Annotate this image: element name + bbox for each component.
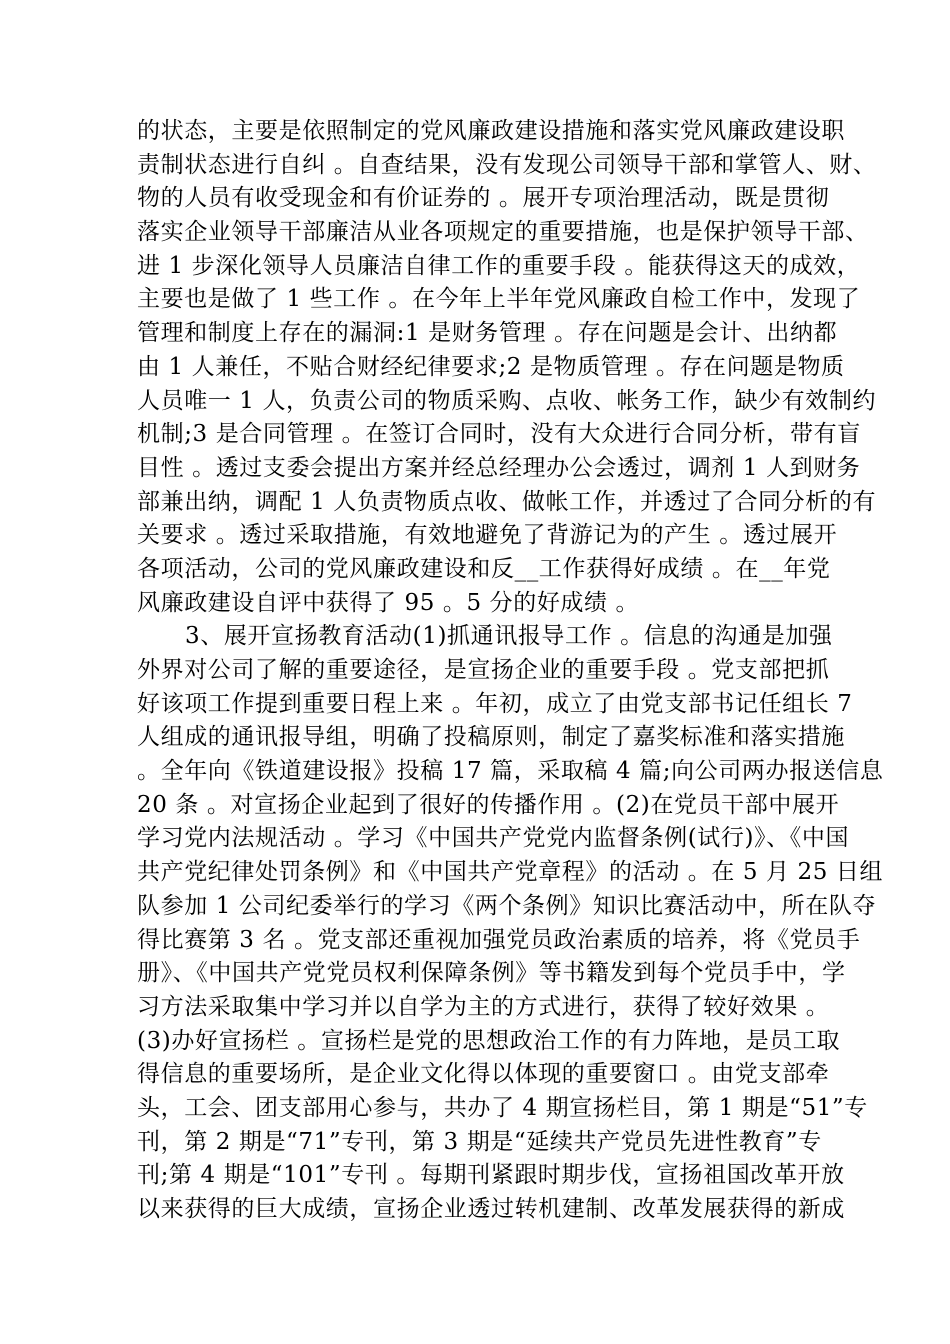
text-line: 人组成的通讯报导组，明确了投稿原则，制定了嘉奖标准和落实措施: [137, 724, 845, 751]
text-line: 得信息的重要场所，是企业文化得以体现的重要窗口 。由党支部牵: [137, 1061, 830, 1088]
text-line: 习方法采取集中学习并以自学为主的方式进行，获得了较好效果 。: [137, 993, 830, 1020]
body-text: [137, 115, 884, 1227]
text-line: 。全年向《铁道建设报》投稿 17 篇，采取稿 4 篇;向公司两办报送信息: [137, 758, 884, 785]
text-line: 关要求 。透过采取措施，有效地避免了背游记为的产生 。透过展开: [137, 522, 838, 549]
text-line: 人员唯一 1 人，负责公司的物质采购、点收、帐务工作，缺少有效制约: [137, 387, 877, 414]
text-line: 目性 。透过支委会提出方案并经总经理办公会透过，调剂 1 人到财务: [137, 454, 861, 481]
text-line: 外界对公司了解的重要途径，是宣扬企业的重要手段 。党支部把抓: [137, 657, 830, 683]
text-line: 进 1 步深化领导人员廉洁自律工作的重要手段 。能获得这天的成效，: [137, 252, 861, 279]
text-line: 学习党内法规活动 。学习《中国共产党党内监督条例(试行)》、《中国: [137, 825, 850, 852]
text-line: 头，工会、团支部用心参与，共办了 4 期宣扬栏目，第 1 期是“51”专: [137, 1094, 868, 1121]
text-line: 刊，第 2 期是“71”专刊，第 3 期是“延续共产党员先进性教育”专: [137, 1128, 822, 1155]
text-line: 物的人员有收受现金和有价证券的 。展开专项治理活动，既是贯彻: [137, 185, 830, 212]
text-line: 队参加 1 公司纪委举行的学习《两个条例》知识比赛活动中，所在队夺: [137, 892, 877, 919]
text-line: 管理和制度上存在的漏洞:1 是财务管理 。存在问题是会计、出纳都: [137, 320, 838, 347]
text-line: 落实企业领导干部廉洁从业各项规定的重要措施，也是保护领导干部、: [137, 219, 869, 246]
text-line: 册》、《中国共产党党员权利保障条例》等书籍发到每个党员手中，学: [137, 960, 846, 987]
text-line: 风廉政建设自评中获得了 95 。5 分的好成绩 。: [137, 589, 640, 616]
text-line: 主要也是做了 1 些工作 。在今年上半年党风廉政自检工作中，发现了: [137, 286, 861, 313]
text-line: 好该项工作提到重要日程上来 。年初，成立了由党支部书记任组长 7: [137, 690, 853, 717]
text-line: 部兼出纳，调配 1 人负责物质点收、做帐工作，并透过了合同分析的有: [137, 488, 877, 515]
text-line: (3)办好宣扬栏 。宣扬栏是党的思想政治工作的有力阵地，是员工取: [137, 1027, 841, 1054]
text-line: 责制状态进行自纠 。自查结果，没有发现公司领导干部和掌管人、财、: [137, 151, 877, 178]
text-line: 由 1 人兼任，不贴合财经纪律要求;2 是物质管理 。存在问题是物质: [137, 353, 845, 380]
text-line: 机制;3 是合同管理 。在签订合同时，没有大众进行合同分析，带有盲: [137, 421, 861, 448]
text-line: 共产党纪律处罚条例》和《中国共产党章程》的活动 。在 5 月 25 日组: [137, 859, 884, 886]
section-heading-line: 3、展开宣扬教育活动(1)抓通讯报导工作 。信息的沟通是加强: [185, 623, 833, 650]
text-line: 20 条 。对宣扬企业起到了很好的传播作用 。(2)在党员干部中展开: [137, 791, 840, 818]
text-line: 的状态，主要是依照制定的党风廉政建设措施和落实党风廉政建设职: [137, 118, 845, 144]
text-line: 得比赛第 3 名 。党支部还重视加强党员政治素质的培养，将《党员手: [137, 926, 861, 953]
text-line: 刊;第 4 期是“101”专刊 。每期刊紧跟时期步伐，宣扬祖国改革开放: [137, 1162, 845, 1189]
text-line: 各项活动，公司的党风廉政建设和反__工作获得好成绩 。在__年党: [137, 555, 831, 582]
text-line: 以来获得的巨大成绩，宣扬企业透过转机建制、改革发展获得的新成: [137, 1196, 845, 1222]
